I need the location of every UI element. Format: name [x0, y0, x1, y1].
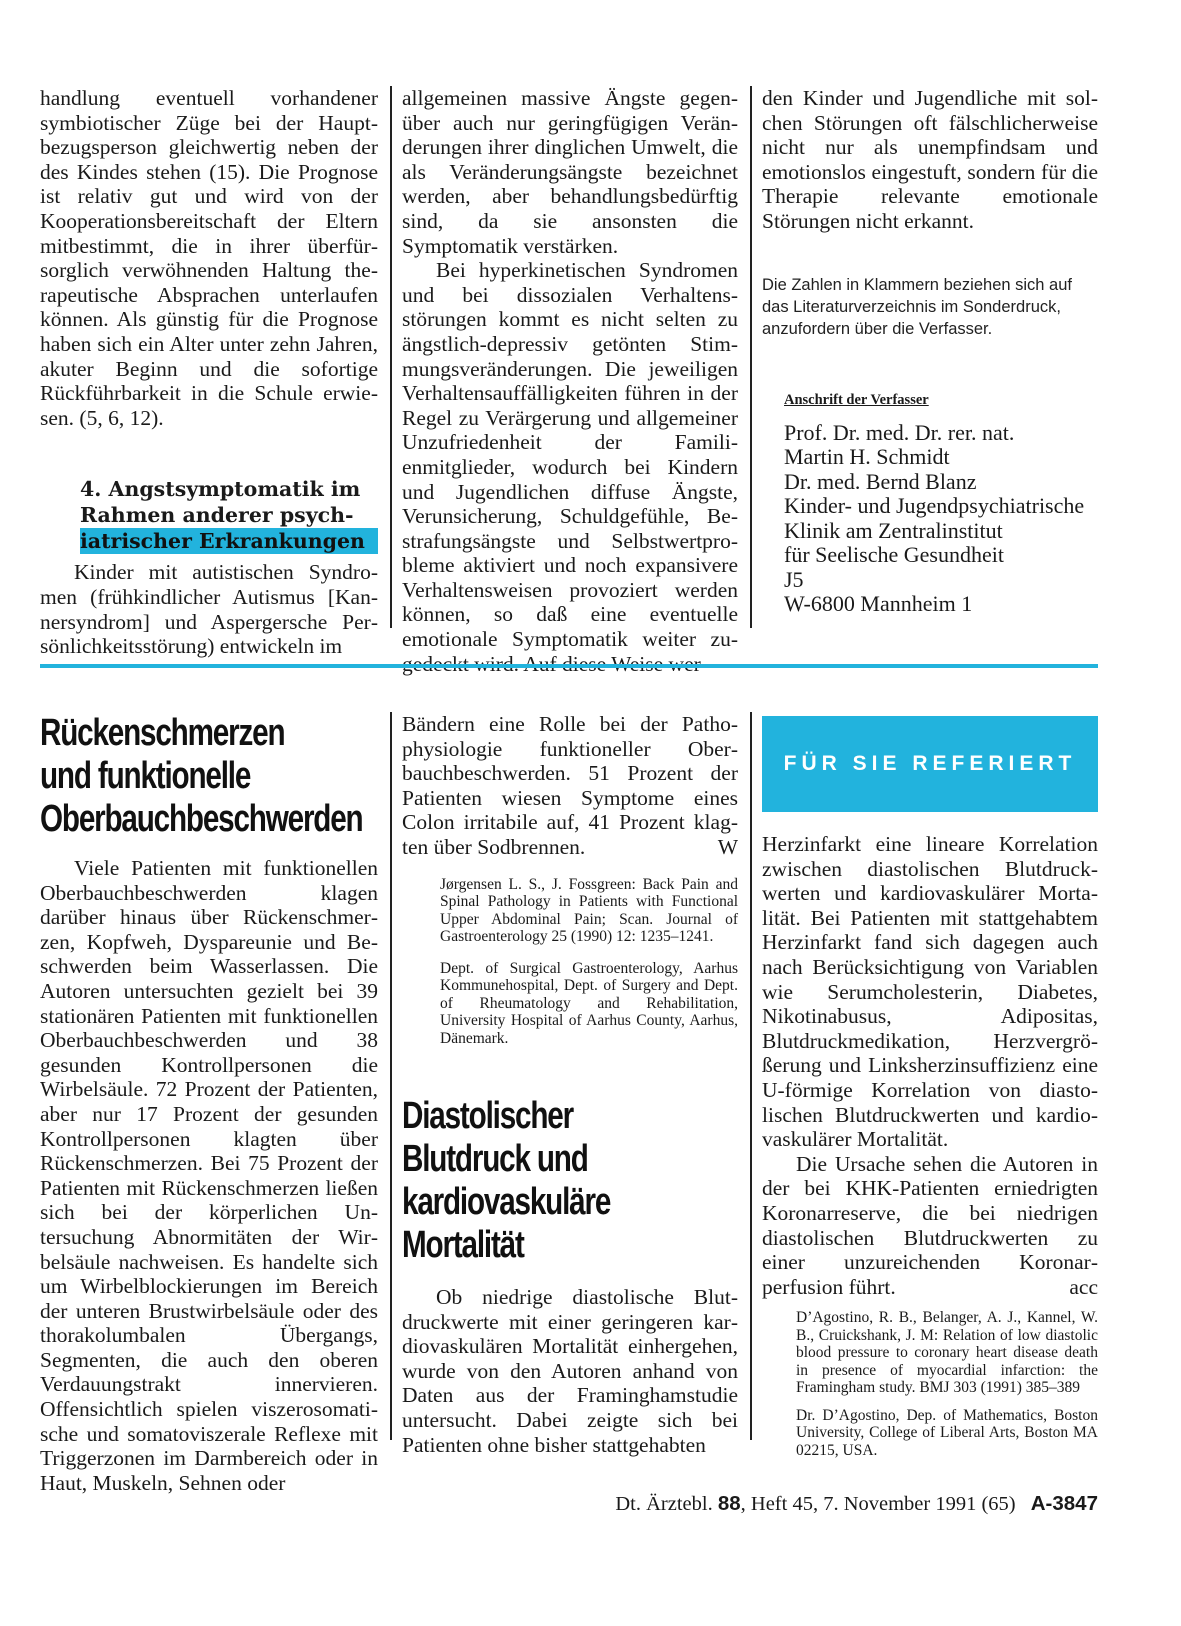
- author-signature: W: [717, 834, 738, 859]
- address-line: Dr. med. Bernd Blanz: [784, 468, 977, 494]
- headline-line: Rückenschmerzen: [40, 712, 285, 754]
- section-heading-line: Rahmen anderer psych-: [80, 503, 354, 528]
- section-heading: [40, 476, 378, 554]
- address-line: J5: [784, 566, 804, 592]
- address-line: W-6800 Mannheim 1: [784, 591, 973, 617]
- paragraph: Bei hyperkinetischen Syndromen und bei dissozialen Verhaltensstörungen kommt es nicht selten zu ängstlich-depressiv getönten Stimmungsveränderungen. Die jeweiligen Verhaltensauffälligkeiten führen in der Regel zu Verärgerung und allgemeiner Unzufriedenheit der Familienmitglieder, wodurch bei Kindern und Jugendlichen diffuse Ängste, Verunsicherung, Schuldgefühle, Bestrafungsängste und Selbstwertprobleme aktiviert und noch expansivere Verhaltensweisen provoziert werden können, so daß eine eventuelle emotionale Symptomatik weiter zu: [402, 258, 738, 652]
- issue-info: , Heft 45, 7. November 1991 (65): [740, 1493, 1016, 1515]
- paragraph: Kinder mit autistischen Syndromen (frühkindlicher Autismus [Kannersyndrom] und Aspergersche Persönlichkeitsstörung) entwickeln im: [40, 560, 378, 659]
- section-banner: FÜR SIE REFERIERT: [762, 716, 1098, 812]
- author-address: [762, 392, 1098, 617]
- reference: D’Agostino, R. B., Belanger, A. J., Kannel, W. B., Cruickshank, J. M: Relation of low diastolic blood pressure to coronary heart disease death in presence of myocardial infarction: the Framingham study. BMJ 303 (1991) 385–389: [796, 1309, 1098, 1397]
- journal-volume: 88: [717, 1492, 741, 1515]
- column-divider: [750, 86, 752, 628]
- article-body: Viele Patienten mit funktionellen Oberbauchbeschwerden klagen darüber hinaus über Rückenschmerzen, Kopfweh, Dyspareunie und Beschwerden beim Wasserlassen. Die Autoren untersuchten gezielt bei 39 stationären Patienten mit funktionellen Oberbauchbeschwerden und 38 gesunden Kontrollpersonen die Wirbelsäule. 72 Prozent der Patienten, aber nur 17 Prozent der gesunden Kontrollpersonen klagten über Rückenschmerzen. Bei 75 Prozent der Patienten mit Rückenschmerzen ließen sich bei der körperlichen Untersuchung Abnormitäten der Wirbelsäule nachweisen. Es handelte sich um Wirbelblockierungen im Bereich der unteren Brustwirbelsäule oder des thorakolumbalen Übergangs, Segmenten, die auch den oberen Verdauungstrakt innervieren. Offensichtlich spielen viszerosomatische und somatoviszerale Reflexe mit Triggerzonen im Darmbereich oder in Haut, Muskeln, Sehnen oder: [40, 856, 378, 1495]
- address-line: für Seelische Gesundheit: [784, 542, 1004, 568]
- column-divider: [750, 712, 752, 1440]
- affiliation: Dr. D’Agostino, Dep. of Mathematics, Boston University, College of Liberal Arts, Boston MA 02215, USA.: [796, 1406, 1098, 1459]
- article-1-column: [40, 712, 378, 1495]
- section-heading-line: [80, 528, 378, 554]
- article-continuation: Herzinfarkt eine lineare Korrelation zwischen diastolischen Blutdruckwerten und kardiovaskulärer Mortalität. Bei Patienten mit stattgehabtem Herzinfarkt fand sich dagegen auch nach Berücksichtigung von Variablen wie Serumcholesterin, Diabetes, Nikotinabusus, Adipositas, Blutdruckmedikation, Herzvergrößerung und Linksherzinsuffizienz eine U-förmige Korrelation von diastolischen Blutdruckwerten und kardiovaskulärer Mortalität.: [762, 832, 1098, 1152]
- article-body: [402, 712, 738, 860]
- headline-line: und funktionelle: [40, 755, 251, 797]
- top-column-1: [40, 86, 378, 659]
- top-column-2: [402, 86, 738, 676]
- page-footer: [615, 1492, 1098, 1516]
- headline-line: Blutdruck und: [402, 1138, 588, 1181]
- paragraph: den Kinder und Jugendliche mit solchen Störungen oft fälschlicherweise nicht nur als unempfindsam und emotionslos eingestuft, sondern für die Therapie relevante emotionale Störungen nicht erkannt.: [762, 86, 1098, 233]
- page-number: A-3847: [1030, 1492, 1098, 1515]
- affiliation: Dept. of Surgical Gastroenterology, Aarhus Kommunehospital, Dept. of Surgery and Dept. of Rheumatology and Rehabilitation, University Hospital of Aarhus County, Aarhus, Dänemark.: [440, 959, 738, 1047]
- reference-note: Die Zahlen in Klammern beziehen sich auf das Literaturverzeichnis im Sonderdruck, anzufordern über die Verfasser.: [762, 275, 1072, 338]
- paragraph: allgemeinen massive Ängste gegenüber auch nur geringfügigen Veränderungen ihrer dinglichen Umwelt, die als Veränderungsängste bezeichnet werden, aber behandlungsbedürftig sind, da sie ansonsten die Symptomatik verstärken.: [402, 86, 738, 258]
- address-line: Klinik am Zentralinstitut: [784, 517, 1003, 543]
- article-text: Die Ursache sehen die Autoren in der bei KHK-Patienten erniedrigten Koronarreserve, die bei niedrigen diastolischen Blutdruckwerten zu einer unzureichenden Koronarperfusion führt.: [762, 1151, 1098, 1299]
- paragraph: handlung eventuell vorhandener symbiotischer Züge bei der Hauptbezugsperson gleichwertig neben der des Kindes stehen (15). Die Prognose ist relativ gut und wird von der Kooperationsbereitschaft der Eltern mitbestimmt, die in ihrer überfürsorglich verwöhnenden Haltung therapeutische Absprachen unterlaufen können. Als günstig für die Prognose haben sich ein Alter unter zehn Jahren, akuter Beginn und die sofortige Rückführbarkeit in die Schule erwiesen. (5, 6, 12).: [40, 86, 378, 430]
- address-line: Kinder- und Jugendpsychiatrische: [784, 493, 1085, 519]
- headline-line: Mortalität: [402, 1224, 524, 1267]
- column-divider: [390, 712, 392, 1440]
- article-headline: [40, 712, 378, 840]
- bottom-column-3: [762, 832, 1098, 1459]
- reference: Jørgensen L. S., J. Fossgreen: Back Pain and Spinal Pathology in Patients with Functional Upper Abdominal Pain; Scan. Journal of Gastroenterology 25 (1990) 12: 1235–1241.: [440, 875, 738, 946]
- address-heading: Anschrift der Verfasser: [784, 391, 929, 408]
- top-column-3: [762, 86, 1098, 617]
- author-signature: acc: [1069, 1274, 1098, 1299]
- reference-block: [402, 876, 738, 1048]
- article-body: Ob niedrige diastolische Blutdruckwerte mit einer geringeren kardiovaskulären Mortalität einhergehen, wurde von den Autoren anhand von Daten aus der Framinghamstudie untersucht. Dabei zeigte sich bei Patienten ohne bisher stattgehabten: [402, 1285, 738, 1457]
- address-line: Prof. Dr. med. Dr. rer. nat.: [784, 419, 1015, 445]
- section-divider: [40, 664, 1098, 668]
- article-continuation: [762, 1152, 1098, 1300]
- column-divider: [390, 86, 392, 628]
- section-heading-line: 4. Angstsymptomatik im: [80, 477, 361, 502]
- headline-line: kardiovaskuläre: [402, 1181, 611, 1224]
- address-line: Martin H. Schmidt: [784, 444, 950, 470]
- article-continuation: Bändern eine Rolle bei der Pathophysiologie funktioneller Oberbauchbeschwerden. 51 Prozent der Patienten wiesen Symptome eines Colon irritabile auf, 41 Prozent klagten über Sodbrennen.: [402, 712, 738, 859]
- headline-line: Oberbauchbeschwerden: [40, 798, 363, 840]
- article-headline: [402, 1095, 738, 1267]
- journal-name: Dt. Ärztebl.: [615, 1493, 713, 1515]
- headline-line: Diastolischer: [402, 1095, 573, 1138]
- reference-block: [762, 1309, 1098, 1459]
- bottom-column-2: [402, 712, 738, 1457]
- heading-highlight: iatrischer Erkrankungen: [80, 528, 378, 554]
